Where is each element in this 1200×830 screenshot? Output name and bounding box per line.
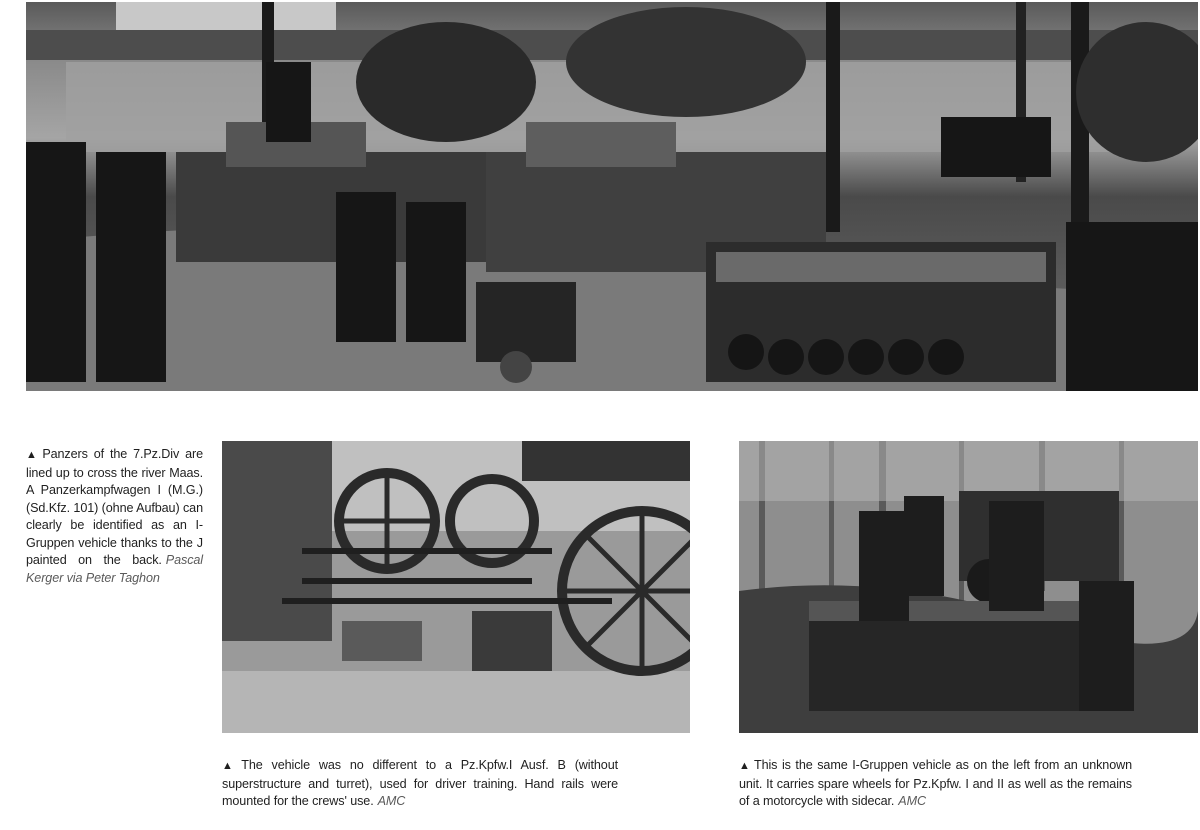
caption-vehicle-in-forest bbox=[739, 757, 1132, 811]
spare-wheels-photo-icon bbox=[222, 441, 690, 733]
photo-credit: AMC bbox=[377, 794, 406, 808]
triangle-marker-icon: ▲ bbox=[26, 449, 40, 461]
panzer-convoy-photo-icon bbox=[26, 2, 1198, 391]
caption-text: The vehicle was no different to a Pz.Kpfw.I Ausf. B (without superstructure and turret), used for driver training. Hand rails were mounted for the crews' use. bbox=[222, 758, 619, 808]
caption-panzers-at-river bbox=[26, 446, 203, 587]
photo-panzers-at-river bbox=[26, 2, 1198, 391]
photo-credit: AMC bbox=[898, 794, 926, 808]
photo-spare-wheels bbox=[222, 441, 690, 733]
caption-text: This is the same I-Gruppen vehicle as on the left from an unknown unit. It carries spare wheels for Pz.Kpfw. I and II as well as the remains of a motorcycle with sidecar. bbox=[739, 758, 1132, 808]
photo-vehicle-in-forest bbox=[739, 441, 1198, 733]
photo-credit: Pascal Kerger via Peter Taghon bbox=[26, 553, 203, 585]
caption-text: Panzers of the 7.Pz.Div are lined up to cross the river Maas. A Panzerkampfwagen I (M.G.) (Sd.Kfz. 101) (ohne Aufbau) can clearly be identified as an I-Gruppen vehicle thanks to the J painted on the back. bbox=[26, 447, 203, 567]
vehicle-in-forest-photo-icon bbox=[739, 441, 1198, 733]
caption-spare-wheels bbox=[222, 757, 618, 811]
triangle-marker-icon: ▲ bbox=[739, 760, 751, 772]
triangle-marker-icon: ▲ bbox=[222, 760, 239, 772]
